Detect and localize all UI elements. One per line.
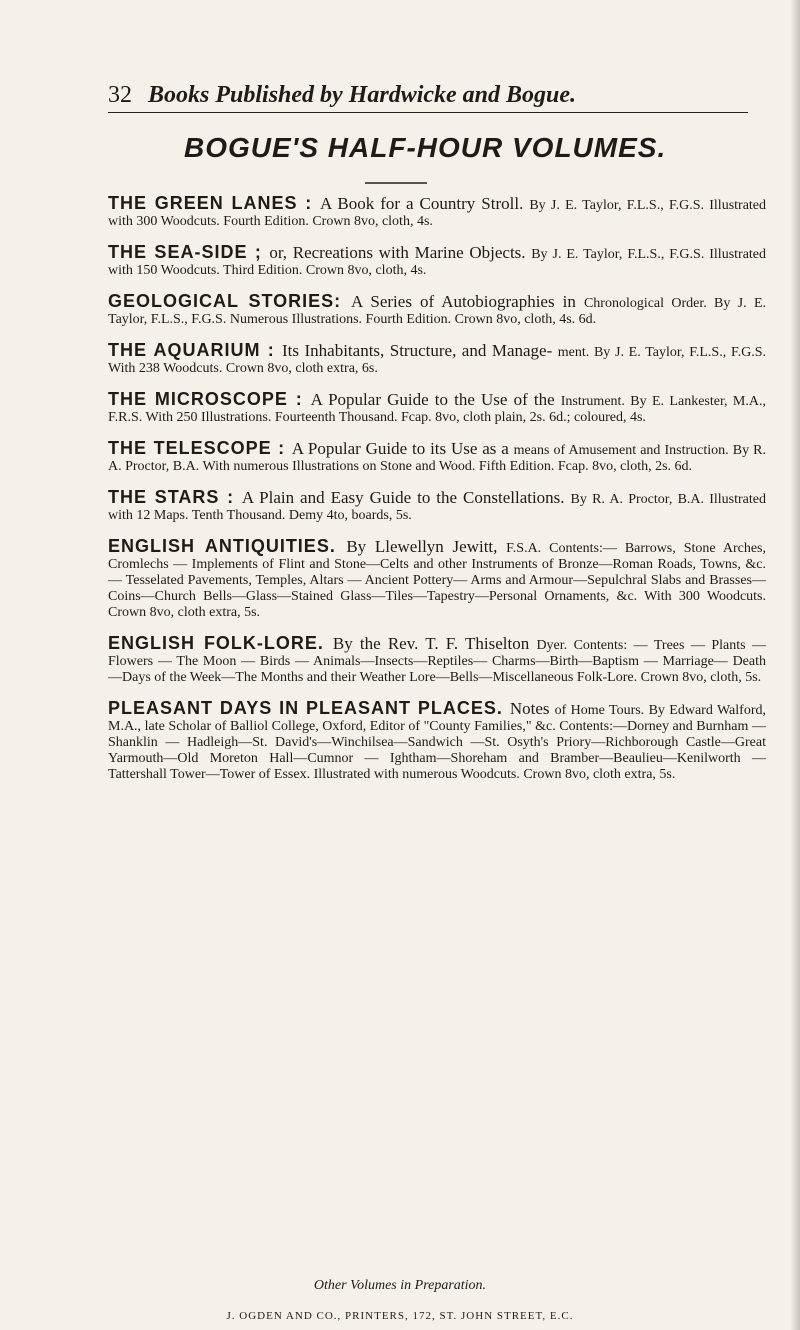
entry-title: THE TELESCOPE : — [108, 438, 292, 458]
entry-body: By J. E. Taylor, F.L.S., F.G.S. Illustrated with 150 Woodcuts. Third Edition. Crown 8vo, cloth, 4s. — [108, 247, 767, 278]
entry-subtitle: A Popular Guide to the Use of the — [310, 390, 561, 409]
printer-imprint: J. OGDEN AND CO., PRINTERS, 172, ST. JOHN STREET, E.C. — [226, 1310, 574, 1322]
entry-title: ENGLISH ANTIQUITIES. — [108, 536, 347, 556]
entry-list — [108, 195, 766, 797]
entry-title: PLEASANT DAYS IN PLEASANT PLACES. — [108, 698, 510, 718]
entry-title: ENGLISH FOLK-LORE. — [108, 633, 333, 653]
entry-subtitle: A Plain and Easy Guide to the Constellations. — [241, 488, 571, 507]
page-number: 32 — [108, 82, 132, 108]
list-item — [108, 195, 766, 230]
entry-title: THE MICROSCOPE : — [108, 389, 311, 409]
entry-subtitle: By the Rev. T. F. Thiselton — [332, 634, 537, 653]
entry-subtitle: or, Recreations with Marine Objects. — [269, 243, 532, 262]
header-rule — [108, 112, 748, 113]
list-item — [108, 635, 766, 686]
entry-body: means of Amusement and Instruction. By R. A. Proctor, B.A. With numerous Illustrations on Stone and Wood. Fifth Edition. Fcap. 8vo, cloth, 2s. 6d. — [108, 443, 766, 474]
list-item — [108, 244, 766, 279]
entry-body: of Home Tours. By Edward Walford, M.A., late Scholar of Balliol College, Oxford, Editor of "County Families," &c. Contents:—Dorney and Burnham — Shanklin — Hadleigh—St. David's—Winchilsea—Sandwich —St. Osyth's Priory—Richborough Castle—Great Yarmouth—Old Moreton Hall—Cumnor — Ightham—Shoreham and Bramber—Beaulieu—Kenilworth —Tattershall Tower—Tower of Essex. Illustrated with numerous Woodcuts. Crown 8vo, cloth extra, 5s. — [108, 703, 766, 782]
entry-body: ment. By J. E. Taylor, F.L.S., F.G.S. With 238 Woodcuts. Crown 8vo, cloth extra, 6s. — [108, 345, 767, 376]
ornament-rule — [365, 182, 427, 184]
entry-subtitle: A Popular Guide to its Use as a — [291, 439, 514, 458]
other-volumes-note: Other Volumes in Preparation. — [313, 1278, 487, 1293]
entry-body: F.S.A. Contents:— Barrows, Stone Arches, Cromlechs — Implements of Flint and Stone—Celts and other Instruments of Bronze—Roman Roads, Towns, &c. — Tesselated Pavements, Temples, Altars — Ancient Pottery— Arms and Armour—Sepulchral Slabs and Brasses—Coins—Church Bells—Glass—Stained Glass—Tiles—Tapestry—Personal Ornaments, &c. With 300 Woodcuts. Crown 8vo, cloth extra, 5s. — [108, 541, 766, 620]
entry-subtitle: By Llewellyn Jewitt, — [346, 537, 507, 556]
entry-subtitle: A Series of Autobiographies in — [350, 292, 584, 311]
entry-subtitle: Notes — [509, 699, 555, 718]
list-item — [108, 538, 766, 621]
entry-title: THE AQUARIUM : — [108, 340, 283, 360]
list-item — [108, 489, 766, 524]
entry-body: Dyer. Contents: — Trees — Plants — Flowers — The Moon — Birds — Animals—Insects—Reptiles— Charms—Birth—Baptism — Marriage— Death —Days of the Week—The Months and their Weather Lore—Bells—Miscellaneous Folk-Lore. Crown 8vo, cloth, 5s. — [108, 638, 766, 685]
list-item — [108, 391, 766, 426]
entry-body: By J. E. Taylor, F.L.S., F.G.S. Illustrated with 300 Woodcuts. Fourth Edition. Crown 8vo, cloth, 4s. — [108, 198, 767, 229]
entry-title: THE STARS : — [108, 487, 242, 507]
entry-title: THE GREEN LANES : — [108, 193, 321, 213]
entry-subtitle: Its Inhabitants, Structure, and Manage- — [282, 341, 558, 360]
running-head — [108, 80, 748, 110]
running-head-title: Books Published by Hardwicke and Bogue. — [148, 82, 577, 108]
entry-body: By R. A. Proctor, B.A. Illustrated with 12 Maps. Tenth Thousand. Demy 4to, boards, 5s. — [108, 492, 766, 523]
entry-body: Chronological Order. By J. E. Taylor, F.L.S., F.G.S. Numerous Illustrations. Fourth Edition. Crown 8vo, cloth, 4s. 6d. — [108, 296, 766, 327]
series-title: BOGUE'S HALF-HOUR VOLUMES. — [184, 132, 667, 163]
entry-body: Instrument. By E. Lankester, M.A., F.R.S. With 250 Illustrations. Fourteenth Thousand. Fcap. 8vo, cloth plain, 2s. 6d.; coloured, 4s. — [108, 394, 766, 425]
entry-title: THE SEA-SIDE ; — [108, 242, 270, 262]
list-item — [108, 700, 766, 783]
list-item — [108, 293, 766, 328]
list-item — [108, 342, 766, 377]
list-item — [108, 440, 766, 475]
page-edge-shadow — [790, 0, 800, 1330]
entry-subtitle: A Book for a Country Stroll. — [320, 194, 530, 213]
entry-title: GEOLOGICAL STORIES: — [108, 291, 351, 311]
